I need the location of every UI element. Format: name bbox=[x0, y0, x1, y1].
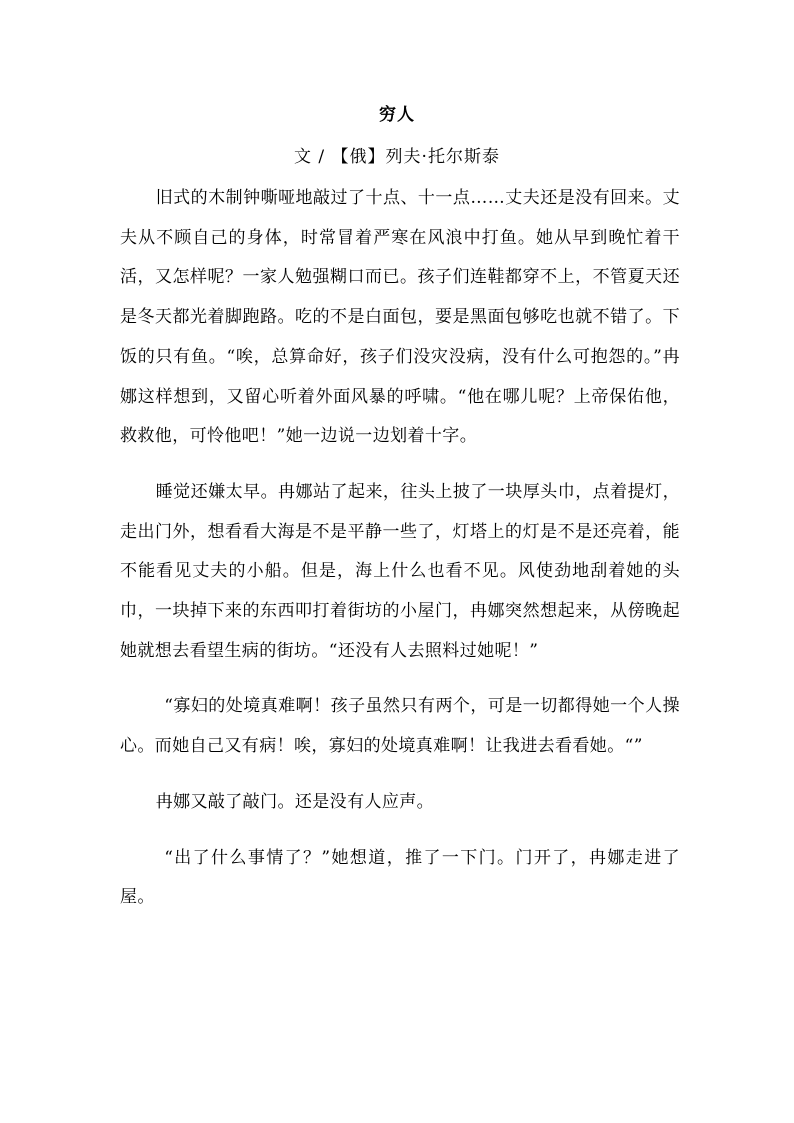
document-body bbox=[120, 179, 680, 918]
paragraph-5: “出了什么事情了？”她想道，推了一下门。门开了，冉娜走进了屋。 bbox=[120, 847, 680, 908]
paragraph-3: “寡妇的处境真难啊！孩子虽然只有两个，可是一切都得她一个人操心。而她自己又有病！唉，寡妇的处境真难啊！让我进去看看她。“” bbox=[120, 696, 680, 757]
paragraph-4: 冉娜又敲了敲门。还是没有人应声。 bbox=[155, 791, 435, 812]
paragraph-2: 睡觉还嫌太早。冉娜站了起来，往头上披了一块厚头巾，点着提灯，走出门外，想看看大海是不是平静一些了，灯塔上的灯是不是还亮着，能不能看见丈夫的小船。但是，海上什么也看不见。风使劲地刮着她的头巾，一块掉下来的东西叩打着街坊的小屋门，冉娜突然想起来，从傍晚起她就想去看望生病的街坊。“还没有人去照料过她呢！” bbox=[120, 481, 680, 661]
document-title: 穷人 bbox=[379, 105, 415, 125]
paragraph-1: 旧式的木制钟嘶哑地敲过了十点、十一点……丈夫还是没有回来。丈夫从不顾自己的身体，时常冒着严寒在风浪中打鱼。她从早到晚忙着干活，又怎样呢？一家人勉强糊口而已。孩子们连鞋都穿不上，不管夏天还是冬天都光着脚跑路。吃的不是白面包，要是黑面包够吃也就不错了。下饭的只有鱼。“唉，总算命好，孩子们没灾没病，没有什么可抱怨的。”冉娜这样想到，又留心听着外面风暴的呼啸。“他在哪儿呢？上帝保佑他，救救他，可怜他吧！”她一边说一边划着十字。 bbox=[120, 188, 680, 447]
document-author: 文 / 【俄】列夫·托尔斯泰 bbox=[294, 147, 500, 167]
